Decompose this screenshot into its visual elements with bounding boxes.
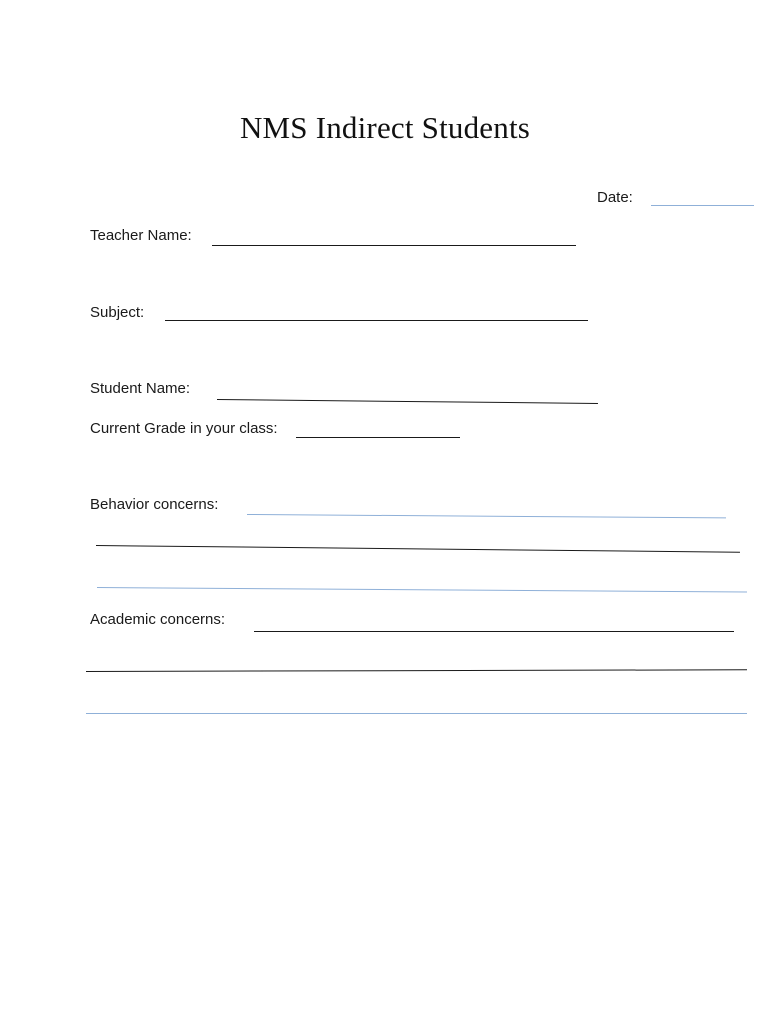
behavior-concerns-line-3[interactable] xyxy=(97,587,747,593)
page-title: NMS Indirect Students xyxy=(239,110,531,145)
behavior-concerns-line-1[interactable] xyxy=(247,514,726,518)
student-name-field-line[interactable] xyxy=(217,399,598,404)
date-label: Date: xyxy=(597,189,633,206)
academic-concerns-line-1[interactable] xyxy=(254,631,734,632)
academic-concerns-line-3[interactable] xyxy=(86,713,747,714)
subject-field-line[interactable] xyxy=(165,320,588,321)
academic-concerns-line-2[interactable] xyxy=(86,669,747,672)
current-grade-label: Current Grade in your class: xyxy=(90,420,278,437)
behavior-concerns-label: Behavior concerns: xyxy=(90,496,219,513)
behavior-concerns-line-2[interactable] xyxy=(96,545,740,553)
subject-label: Subject: xyxy=(90,304,145,321)
date-field-line[interactable] xyxy=(651,205,754,206)
academic-concerns-label: Academic concerns: xyxy=(90,611,226,628)
current-grade-field-line[interactable] xyxy=(296,437,460,438)
teacher-name-label: Teacher Name: xyxy=(90,227,192,244)
student-name-label: Student Name: xyxy=(90,380,191,397)
teacher-name-field-line[interactable] xyxy=(212,245,576,246)
